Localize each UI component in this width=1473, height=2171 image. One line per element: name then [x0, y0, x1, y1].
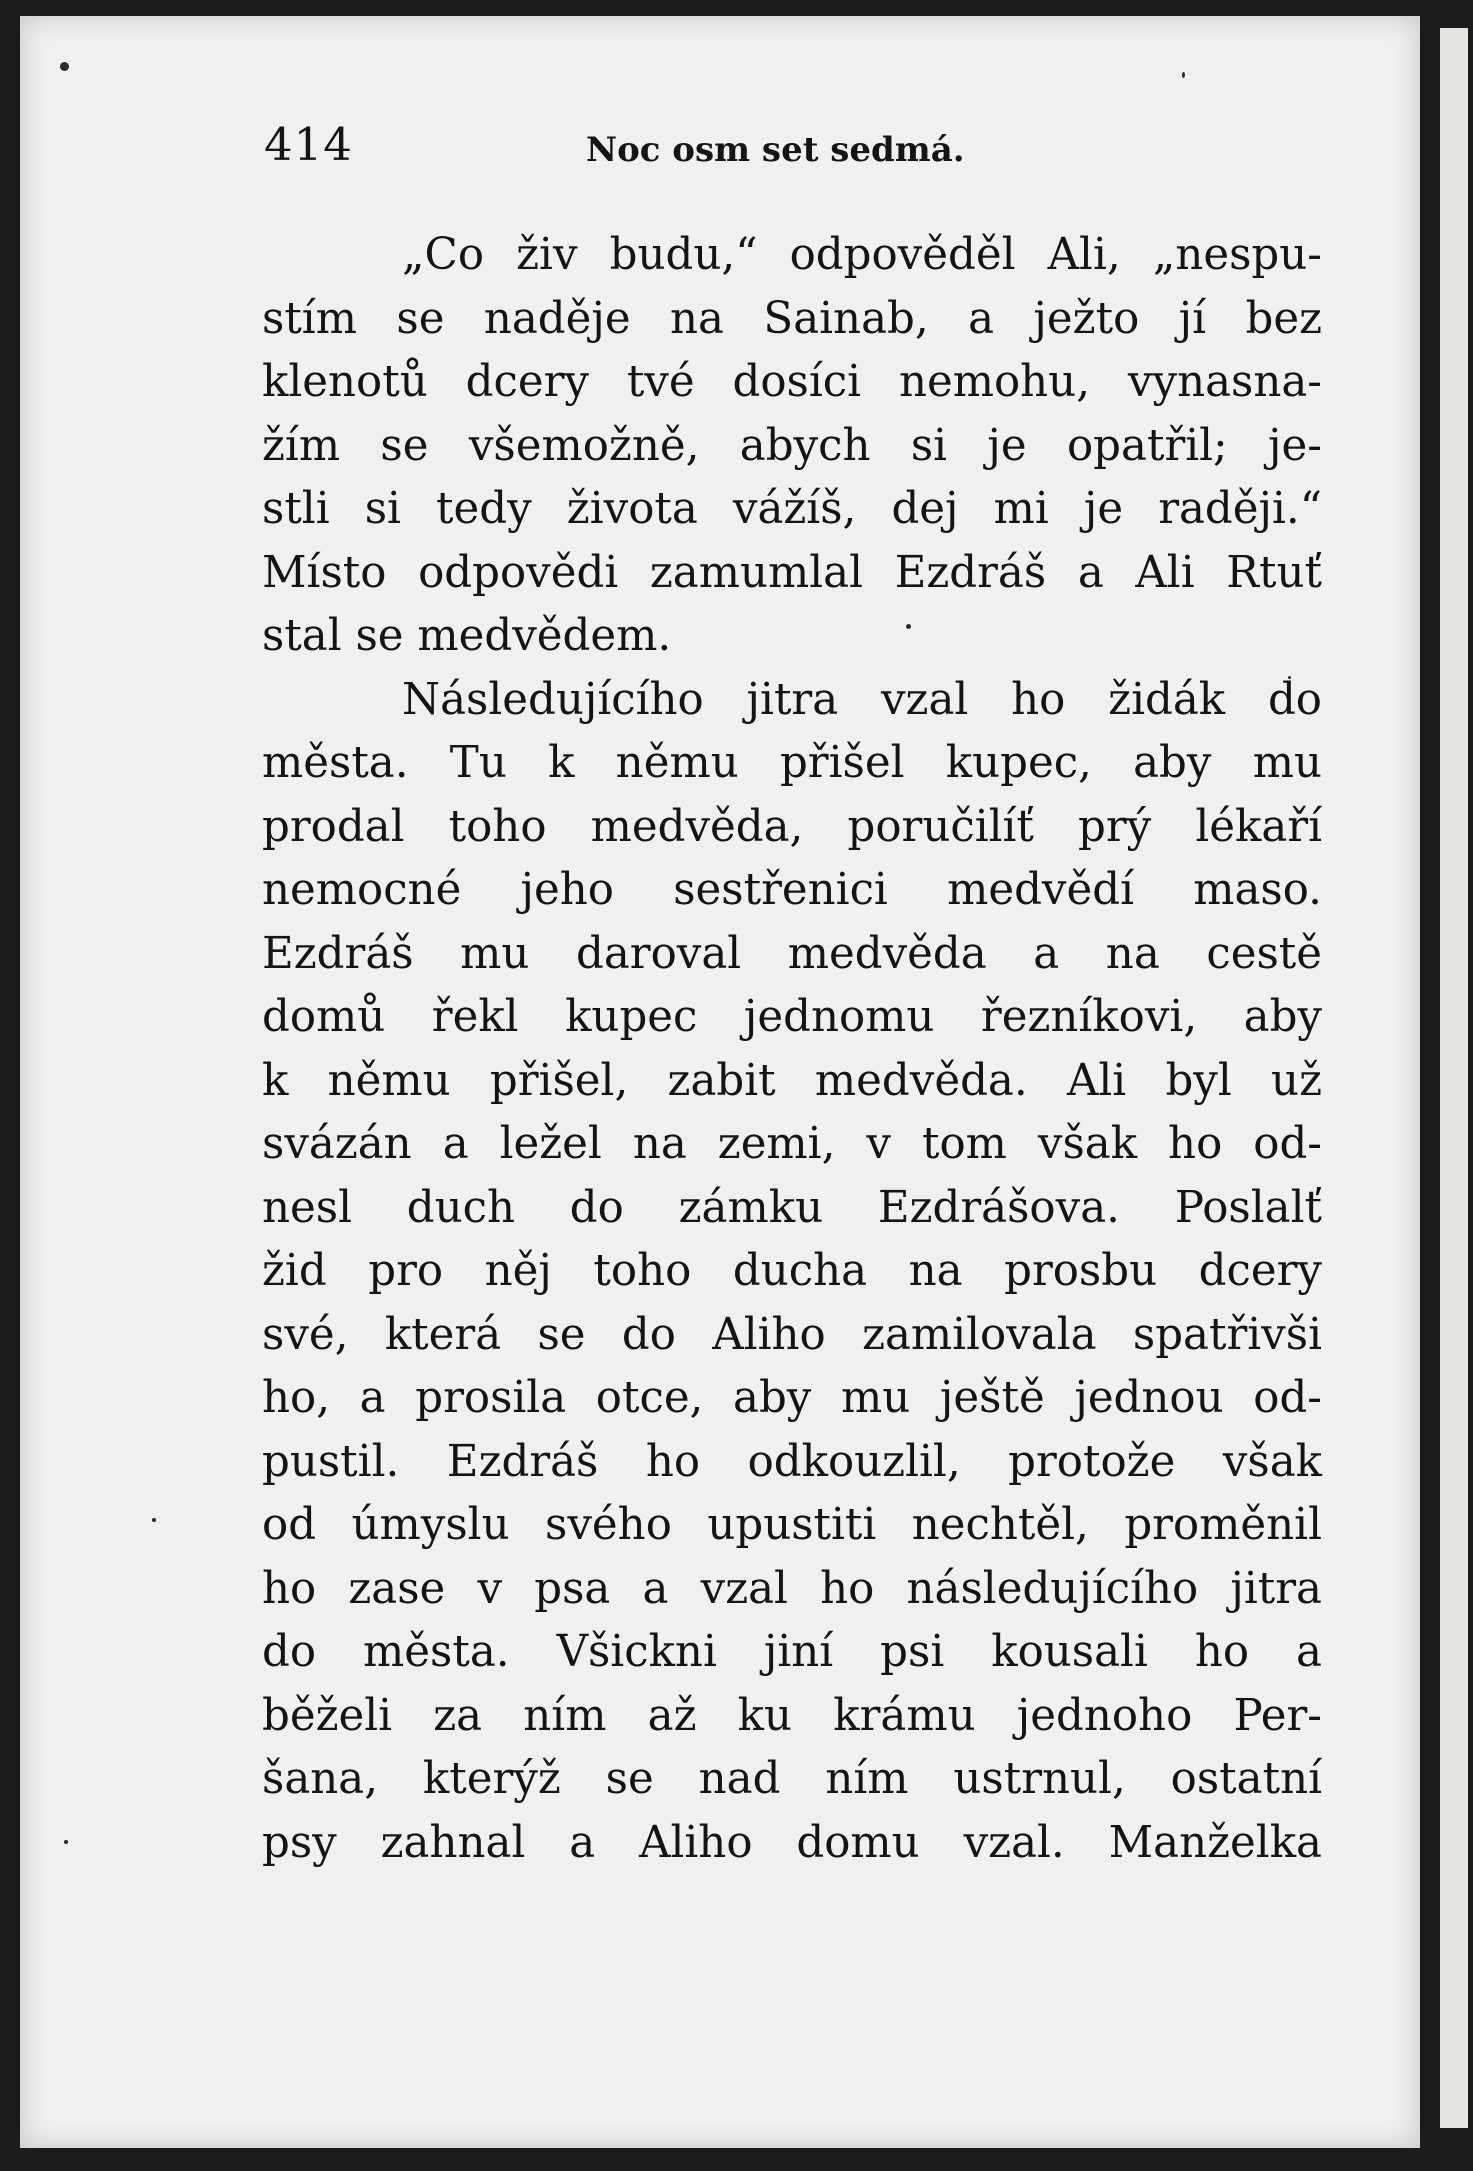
body-text: [262, 224, 1322, 1875]
text-line: od úmyslu svého upustiti nechtěl, proměnil: [262, 1500, 1322, 1550]
text-line: „Co živ budu,“ odpověděl Ali, „nespu-: [402, 230, 1322, 280]
dust-speck: [60, 62, 69, 71]
dust-speck: [152, 1518, 156, 1522]
text-line: pustil. Ezdráš ho odkouzlil, protože však: [262, 1436, 1322, 1487]
text-line: k němu přišel, zabit medvěda. Ali byl už: [262, 1055, 1322, 1106]
text-line: ho, a prosila otce, aby mu ještě jednou od-: [262, 1373, 1322, 1423]
text-line: žím se všemožně, abych si je opatřil; je-: [262, 420, 1322, 471]
text-line: do města. Všickni jiní psi kousali ho a: [262, 1627, 1322, 1677]
text-line: své, která se do Aliho zamilovala spatřivši: [262, 1309, 1322, 1360]
text-line: žid pro něj toho ducha na prosbu dcery: [262, 1246, 1322, 1296]
text-line: klenotů dcery tvé dosíci nemohu, vynasna-: [262, 357, 1322, 407]
dust-speck: [64, 1840, 68, 1844]
text-line: stím se naděje na Sainab, a ježto jí bez: [262, 293, 1322, 344]
text-line: psy zahnal a Aliho domu vzal. Manželka: [262, 1817, 1322, 1868]
text-line: stli si tedy života vážíš, dej mi je raději.“: [262, 484, 1322, 534]
text-line: svázán a ležel na zemi, v tom však ho od-: [262, 1119, 1322, 1169]
text-line: šana, kterýž se nad ním ustrnul, ostatní: [262, 1754, 1322, 1804]
text-line: Místo odpovědi zamumlal Ezdráš a Ali Rtuť: [262, 547, 1322, 598]
text-line: nemocné jeho sestřenici medvědí maso.: [262, 865, 1322, 915]
text-line: města. Tu k němu přišel kupec, aby mu: [262, 738, 1322, 788]
text-line: nesl duch do zámku Ezdrášova. Poslalť: [262, 1182, 1322, 1233]
text-line: Ezdráš mu daroval medvěda a na cestě: [262, 928, 1322, 979]
running-title: Noc osm set sedmá.: [586, 130, 965, 170]
paragraph: [262, 669, 1322, 1876]
text-line: běželi za ním až ku krámu jednoho Per-: [262, 1690, 1322, 1741]
paragraph: [262, 224, 1322, 669]
text-line: Následujícího jitra vzal ho židák do: [402, 674, 1322, 725]
text-line: ho zase v psa a vzal ho následujícího jitra: [262, 1563, 1322, 1614]
text-line: stal se medvědem.: [262, 611, 672, 661]
adjacent-page-edge: [1440, 28, 1468, 2128]
dust-speck: [1182, 72, 1185, 78]
text-line: prodal toho medvěda, poručilíť prý lékaří: [262, 801, 1322, 852]
page-number: 414: [264, 118, 353, 171]
text-line: domů řekl kupec jednomu řezníkovi, aby: [262, 992, 1322, 1042]
page-header: [246, 112, 1320, 182]
